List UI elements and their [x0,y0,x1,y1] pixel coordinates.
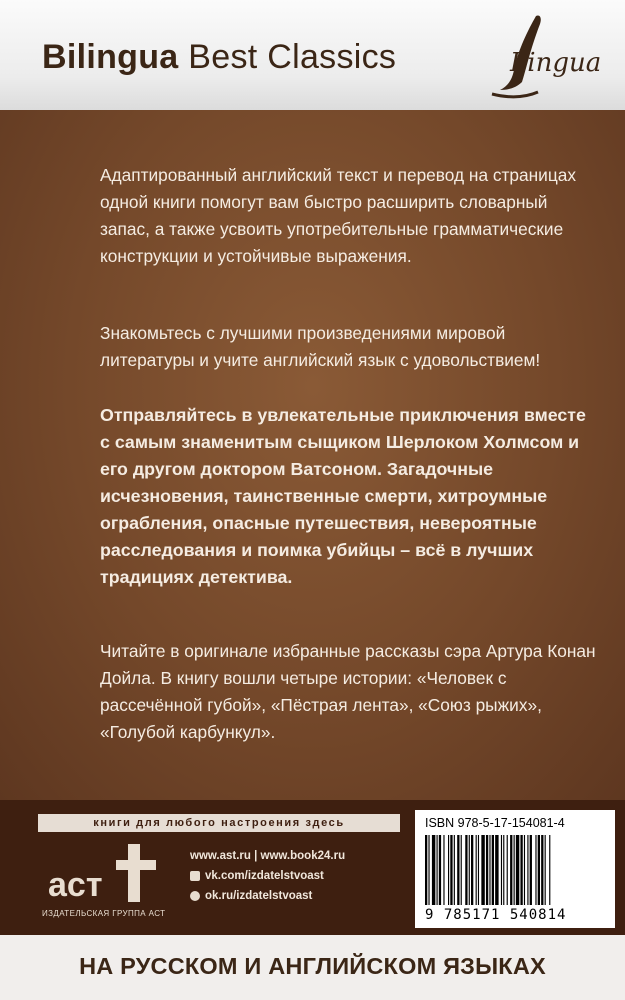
barcode-bar [503,835,504,905]
cover-header [0,0,625,110]
barcode-bar [520,835,522,905]
barcode-bar [545,835,546,905]
isbn-box [415,810,615,928]
barcode-bar [501,835,502,905]
barcode-bar [492,835,494,905]
vk-icon [190,871,200,881]
barcode-bar [454,835,455,905]
isbn-label: ISBN 978-5-17-154081-4 [425,816,565,830]
ok-link[interactable] [190,886,345,906]
barcode-bar [437,835,438,905]
publisher-group-label: ИЗДАТЕЛЬСКАЯ ГРУППА АСТ [42,909,166,918]
barcode-bar [489,835,490,905]
barcode-bar [481,835,484,905]
barcode-bar [516,835,519,905]
publisher-links [190,846,345,906]
barcode-bar [465,835,467,905]
barcode-bar [425,835,427,905]
barcode-bar [535,835,536,905]
vk-text: vk.com/izdatelstvoast [205,870,324,882]
barcode-bar [527,835,528,905]
barcode-bar [457,835,459,905]
blurb-paragraph-3: Отправляйтесь в увлекательные приключения вместе с самым знаменитым сыщиком Шерлоком Холмсом и его другом доктором Ватсоном. Загадочные исчезновения, таинственные смерти, хитроумные ограбления, опасные путешествия, невероятные расследования и поимка убийцы – всё в лучших традициях детектива. [100,405,586,587]
language-note: НА РУССКОМ И АНГЛИЙСКОМ ЯЗЫКАХ [79,953,546,979]
websites-link[interactable] [190,846,345,866]
series-title [42,38,396,77]
barcode-bar [524,835,525,905]
blurb-paragraph-1: Адаптированный английский текст и перевод на страницах одной книги помогут вам быстро расширить словарный запас, а также усвоить употребительные грамматические конструкции и устойчивые выражения. [100,165,576,266]
barcode-bar [507,835,508,905]
barcode-bar [439,835,441,905]
series-title-bold: Bilingua [42,38,179,76]
barcode-bar [432,835,435,905]
vk-link[interactable] [190,866,345,886]
ok-icon [190,891,200,901]
barcode-bar [471,835,473,905]
barcode-icon [425,835,607,905]
barcode-bar [478,835,479,905]
barcode-bar [443,835,444,905]
barcode-bar [495,835,498,905]
ast-logo-text: аст [48,866,103,904]
barcode-bar [450,835,452,905]
series-title-rest: Best Classics [178,38,397,76]
barcode-bar [476,835,477,905]
barcode-digits: 9 785171 540814 [425,907,567,923]
blurb-paragraph-2: Знакомьтесь с лучшими произведениями мировой литературы и учите английский язык с удовольствием! [100,323,541,370]
barcode-bar [538,835,540,905]
barcode-bar [530,835,532,905]
barcode-bar [448,835,449,905]
ast-logo-icon [44,838,174,908]
barcode-bar [461,835,462,905]
barcode-bar [549,835,550,905]
barcode-bar [514,835,515,905]
barcode-bar [541,835,543,905]
lingua-logo-text: Lingua [510,48,602,78]
barcode-bar [510,835,512,905]
barcode-bar [469,835,470,905]
barcode-bar [486,835,488,905]
barcode-bar [428,835,429,905]
publisher-tagline: книги для любого настроения здесь [38,814,400,832]
blurb-paragraph-4: Читайте в оригинале избранные рассказы сэра Артура Конан Дойла. В книгу вошли четыре истории: «Человек с рассечённой губой», «Пёстрая лента», «Союз рыжих», «Голубой карбункул». [100,641,596,742]
websites-text: www.ast.ru | www.book24.ru [190,850,346,862]
language-footer [0,935,625,1000]
ok-text: ok.ru/izdatelstvoast [205,890,313,902]
